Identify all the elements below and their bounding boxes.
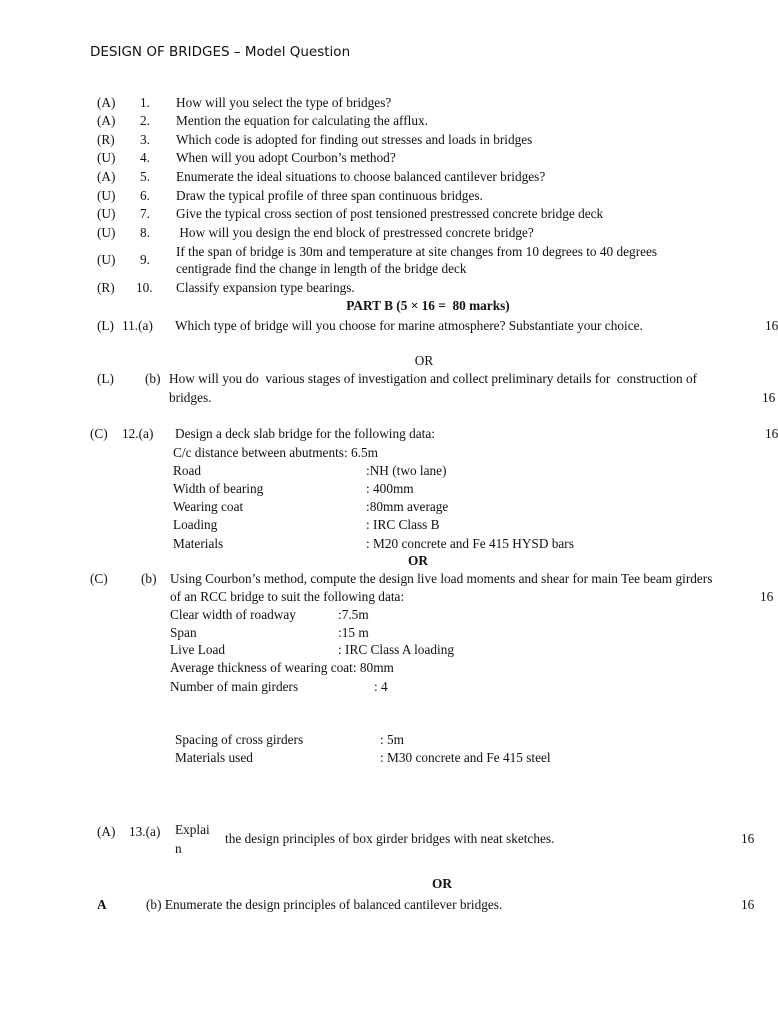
question-marks: 16 (762, 390, 776, 405)
question-tag: (C) (90, 571, 108, 586)
question-text: Draw the typical profile of three span continuous bridges. (176, 188, 483, 203)
question-tag: (A) (97, 169, 116, 184)
question-text: How will you select the type of bridges? (176, 95, 392, 110)
data-value: : 4 (374, 679, 388, 694)
question-marks: 16 (765, 426, 778, 441)
question-text: Which code is adopted for finding out stresses and loads in bridges (176, 132, 533, 147)
data-value: :NH (two lane) (366, 463, 447, 478)
question-tag: (A) (97, 113, 116, 128)
data-label: Wearing coat (173, 499, 244, 514)
question-number: 12.(a) (122, 426, 154, 441)
question-text: Mention the equation for calculating the afflux. (176, 113, 428, 128)
data-value: : 400mm (366, 481, 414, 496)
data-value: :80mm average (366, 499, 449, 514)
question-text: How will you design the end block of prestressed concrete bridge? (176, 225, 534, 240)
question-number: 13.(a) (129, 824, 161, 839)
or-divider: OR (432, 876, 452, 891)
question-text-cont: centigrade find the change in length of the bridge deck (176, 261, 467, 276)
data-label: Clear width of roadway (170, 607, 296, 622)
data-value: :7.5m (338, 607, 369, 622)
data-line: C/c distance between abutments: 6.5m (173, 445, 378, 460)
question-text-cont: bridges. (169, 390, 212, 405)
question-marks: 16 (760, 589, 774, 604)
data-label: Width of bearing (173, 481, 264, 496)
part-b-heading: PART B (5 × 16 = 80 marks) (346, 298, 510, 313)
question-number: 9. (140, 252, 150, 267)
question-text: Using Courbon’s method, compute the design live load moments and shear for main Tee beam girders (170, 571, 713, 586)
question-tag: (U) (97, 150, 116, 165)
data-label: Loading (173, 517, 218, 532)
question-number: 5. (140, 169, 150, 184)
question-tag: (A) (97, 824, 116, 839)
question-text: Which type of bridge will you choose for marine atmosphere? Substantiate your choice. (175, 318, 643, 333)
question-number: 11.(a) (122, 318, 153, 333)
question-tag: (U) (97, 188, 116, 203)
data-value: : M20 concrete and Fe 415 HYSD bars (366, 536, 574, 551)
data-value: : M30 concrete and Fe 415 steel (380, 750, 551, 765)
data-value: : IRC Class A loading (338, 642, 454, 657)
data-value: : IRC Class B (366, 517, 440, 532)
question-tag: (L) (97, 318, 114, 333)
or-divider: OR (408, 553, 428, 568)
question-number: (b) (145, 371, 161, 386)
data-line: Average thickness of wearing coat: 80mm (170, 660, 394, 675)
question-marks: 16 (765, 318, 778, 333)
question-tag: (U) (97, 206, 116, 221)
data-label: Spacing of cross girders (175, 732, 304, 747)
question-tag: (U) (97, 225, 116, 240)
question-word-part: Explai (175, 822, 210, 837)
question-tag: (A) (97, 95, 116, 110)
data-value: : 5m (380, 732, 405, 747)
or-divider: OR (414, 353, 434, 368)
question-text: (b) Enumerate the design principles of balanced cantilever bridges. (146, 897, 503, 912)
question-number: 1. (140, 95, 150, 110)
question-number: (b) (141, 571, 157, 586)
question-number: 6. (140, 188, 150, 203)
data-label: Road (173, 463, 202, 478)
question-tag: (C) (90, 426, 108, 441)
question-text: the design principles of box girder bridges with neat sketches. (225, 831, 555, 846)
question-tag: (R) (97, 280, 115, 295)
question-number: 10. (136, 280, 153, 295)
question-tag: (R) (97, 132, 115, 147)
question-number: 8. (140, 225, 150, 240)
data-label: Span (170, 625, 197, 640)
question-number: 2. (140, 113, 150, 128)
data-label: Number of main girders (170, 679, 299, 694)
data-label: Materials (173, 536, 224, 551)
question-number: 7. (140, 206, 150, 221)
data-label: Materials used (175, 750, 253, 765)
question-text: Design a deck slab bridge for the following data: (175, 426, 435, 441)
question-word-part: n (175, 841, 182, 856)
question-number: 4. (140, 150, 150, 165)
question-text: Enumerate the ideal situations to choose balanced cantilever bridges? (176, 169, 546, 184)
question-text: Give the typical cross section of post tensioned prestressed concrete bridge deck (176, 206, 604, 221)
question-text: If the span of bridge is 30m and temperature at site changes from 10 degrees to 40 degrees (176, 244, 658, 259)
question-text-cont: of an RCC bridge to suit the following data: (170, 589, 405, 604)
question-number: 3. (140, 132, 150, 147)
page-title: DESIGN OF BRIDGES – Model Question (90, 44, 351, 60)
question-text: Classify expansion type bearings. (176, 280, 355, 295)
question-text: When will you adopt Courbon’s method? (176, 150, 396, 165)
question-marks: 16 (741, 831, 755, 846)
question-text: How will you do various stages of investigation and collect preliminary details for construction of (169, 371, 698, 386)
question-tag: (U) (97, 252, 116, 267)
question-tag: A (97, 897, 107, 912)
question-marks: 16 (741, 897, 755, 912)
data-value: :15 m (338, 625, 369, 640)
data-label: Live Load (170, 642, 226, 657)
question-tag: (L) (97, 371, 114, 386)
